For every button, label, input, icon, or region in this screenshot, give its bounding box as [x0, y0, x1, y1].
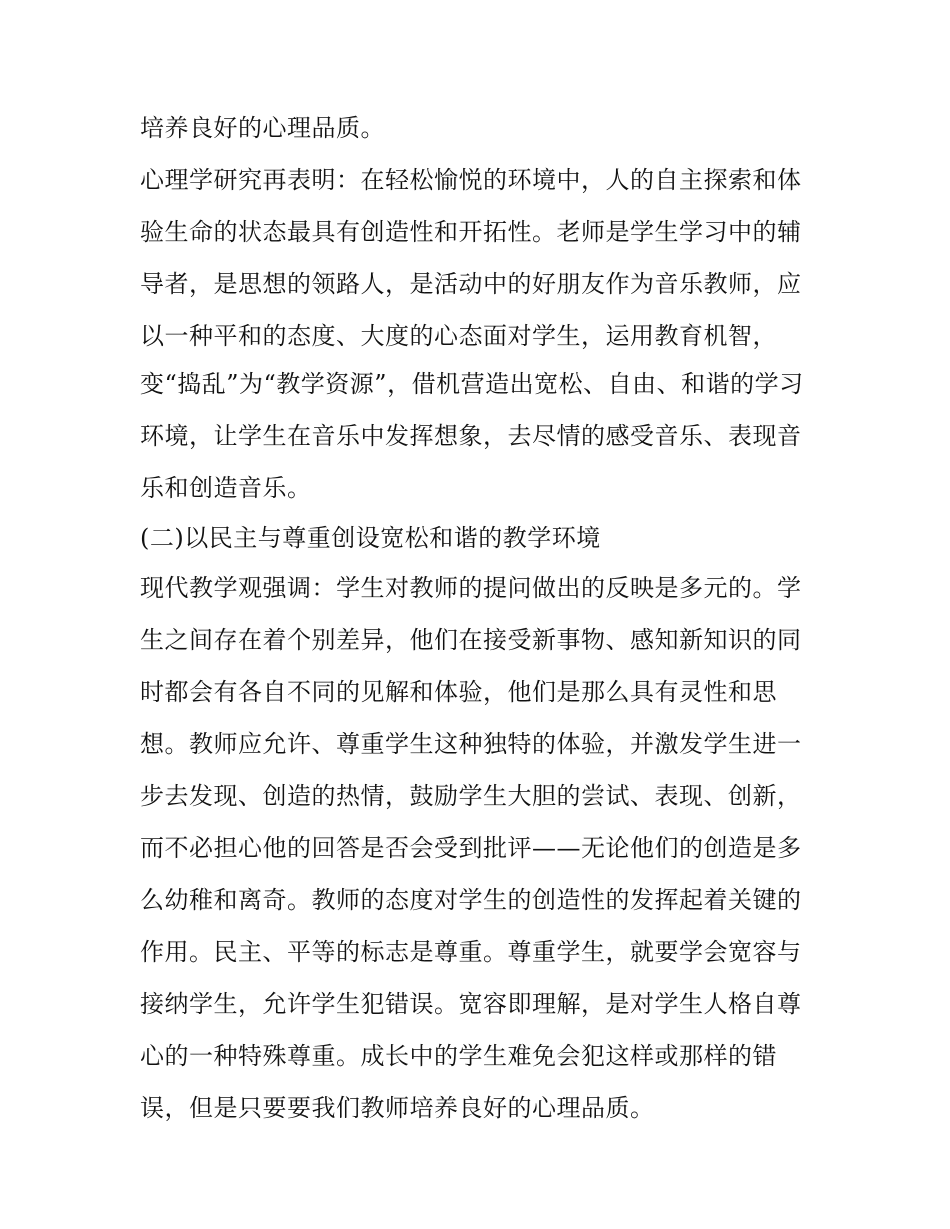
text-line: 培养良好的心理品质。 — [140, 114, 385, 142]
text-line: 乐和创造音乐。 — [140, 474, 312, 502]
text-line: 心理学研究再表明：在轻松愉悦的环境中，人的自主探索和体 — [140, 166, 802, 194]
text-line: 心的一种特殊尊重。成长中的学生难免会犯这样或那样的错 — [140, 1042, 777, 1070]
text-line: 么幼稚和离奇。教师的态度对学生的创造性的发挥起着关键的 — [140, 886, 802, 914]
text-line: 而不必担心他的回答是否会受到批评——无论他们的创造是多 — [140, 834, 802, 862]
text-line: 接纳学生，允许学生犯错误。宽容即理解，是对学生人格自尊 — [140, 990, 802, 1018]
text-line: 变“捣乱”为“教学资源”，借机营造出宽松、自由、和谐的学习 — [140, 370, 804, 398]
text-line: 时都会有各自不同的见解和体验，他们是那么具有灵性和思 — [140, 678, 777, 706]
text-line: 误，但是只要要我们教师培养良好的心理品质。 — [140, 1094, 655, 1122]
section-heading: (二)以民主与尊重创设宽松和谐的教学环境 — [140, 524, 601, 552]
text-line: 作用。民主、平等的标志是尊重。尊重学生，就要学会宽容与 — [140, 938, 802, 966]
text-line: 现代教学观强调：学生对教师的提问做出的反映是多元的。学 — [140, 574, 802, 602]
text-line: 环境，让学生在音乐中发挥想象，去尽情的感受音乐、表现音 — [140, 422, 802, 450]
text-line: 想。教师应允许、尊重学生这种独特的体验，并激发学生进一 — [140, 730, 802, 758]
text-line: 以一种平和的态度、大度的心态面对学生，运用教育机智， — [140, 322, 777, 350]
text-line: 导者，是思想的领路人，是活动中的好朋友作为音乐教师，应 — [140, 270, 802, 298]
text-line: 验生命的状态最具有创造性和开拓性。老师是学生学习中的辅 — [140, 218, 802, 246]
text-line: 生之间存在着个别差异，他们在接受新事物、感知新知识的同 — [140, 626, 802, 654]
text-line: 步去发现、创造的热情，鼓励学生大胆的尝试、表现、创新， — [140, 782, 802, 810]
